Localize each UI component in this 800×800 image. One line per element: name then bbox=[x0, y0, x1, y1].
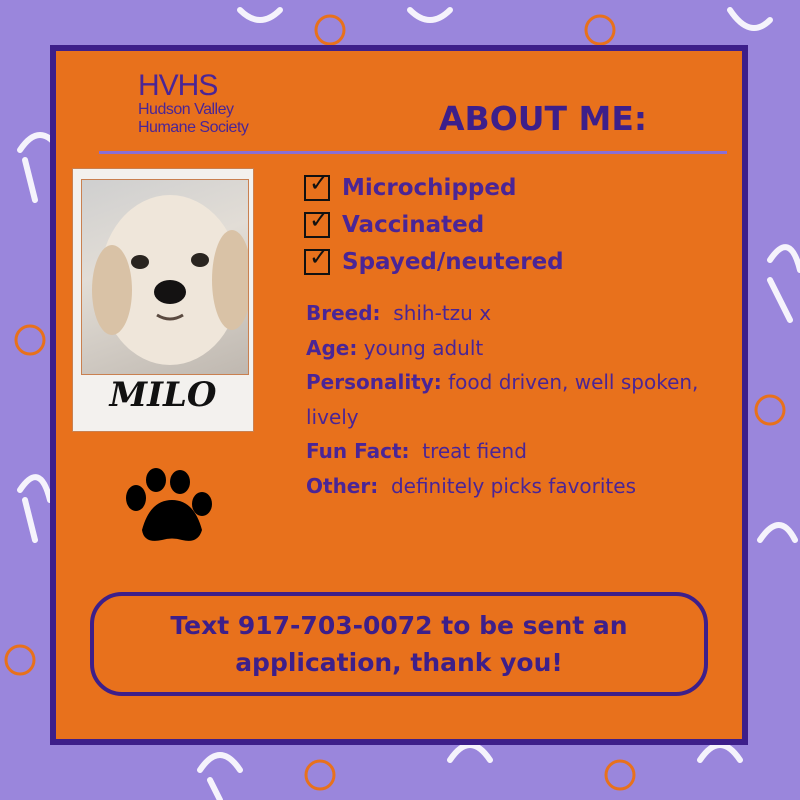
dog-face-icon bbox=[82, 180, 248, 374]
detail-other bbox=[306, 469, 706, 504]
divider bbox=[99, 151, 727, 154]
detail-key: Personality: bbox=[306, 370, 442, 394]
check-item-spayed-neutered bbox=[304, 243, 564, 280]
detail-personality bbox=[306, 365, 706, 434]
check-label: Vaccinated bbox=[342, 211, 485, 238]
detail-breed bbox=[306, 296, 706, 331]
detail-key: Age: bbox=[306, 335, 358, 360]
pet-photo-card bbox=[72, 168, 254, 432]
logo-line1: Hudson Valley bbox=[138, 101, 234, 118]
checkbox-checked-icon: ✓ bbox=[304, 175, 330, 201]
check-label: Microchipped bbox=[342, 174, 517, 201]
detail-fun-fact bbox=[306, 434, 706, 469]
check-item-vaccinated bbox=[304, 206, 564, 243]
page-title: ABOUT ME: bbox=[439, 99, 648, 138]
detail-key: Fun Fact: bbox=[306, 439, 410, 463]
checkbox-checked-icon: ✓ bbox=[304, 249, 330, 275]
logo-line2: Humane Society bbox=[138, 119, 249, 136]
pet-details bbox=[306, 296, 706, 503]
detail-value: food driven, well spoken, lively bbox=[306, 370, 699, 429]
hvhs-logo bbox=[138, 71, 248, 137]
detail-value: young adult bbox=[363, 335, 484, 360]
about-me-panel bbox=[50, 45, 748, 745]
checkbox-checked-icon: ✓ bbox=[304, 212, 330, 238]
detail-age bbox=[306, 331, 706, 366]
paw-print-icon bbox=[122, 468, 218, 548]
check-item-microchipped bbox=[304, 169, 564, 206]
contact-text: Text 917-703-0072 to be sent an application, thank you! bbox=[170, 611, 628, 677]
check-label: Spayed/neutered bbox=[342, 248, 564, 275]
detail-value: definitely picks favorites bbox=[390, 473, 637, 498]
pet-name: MILO bbox=[109, 375, 217, 415]
detail-key: Breed: bbox=[306, 301, 381, 325]
logo-abbr: HVHS bbox=[138, 69, 218, 102]
checklist bbox=[304, 169, 564, 280]
detail-key: Other: bbox=[306, 473, 379, 498]
dog-photo bbox=[81, 179, 249, 375]
contact-callout bbox=[90, 592, 708, 696]
detail-value: treat fiend bbox=[422, 439, 527, 463]
detail-value: shih-tzu x bbox=[393, 301, 492, 325]
